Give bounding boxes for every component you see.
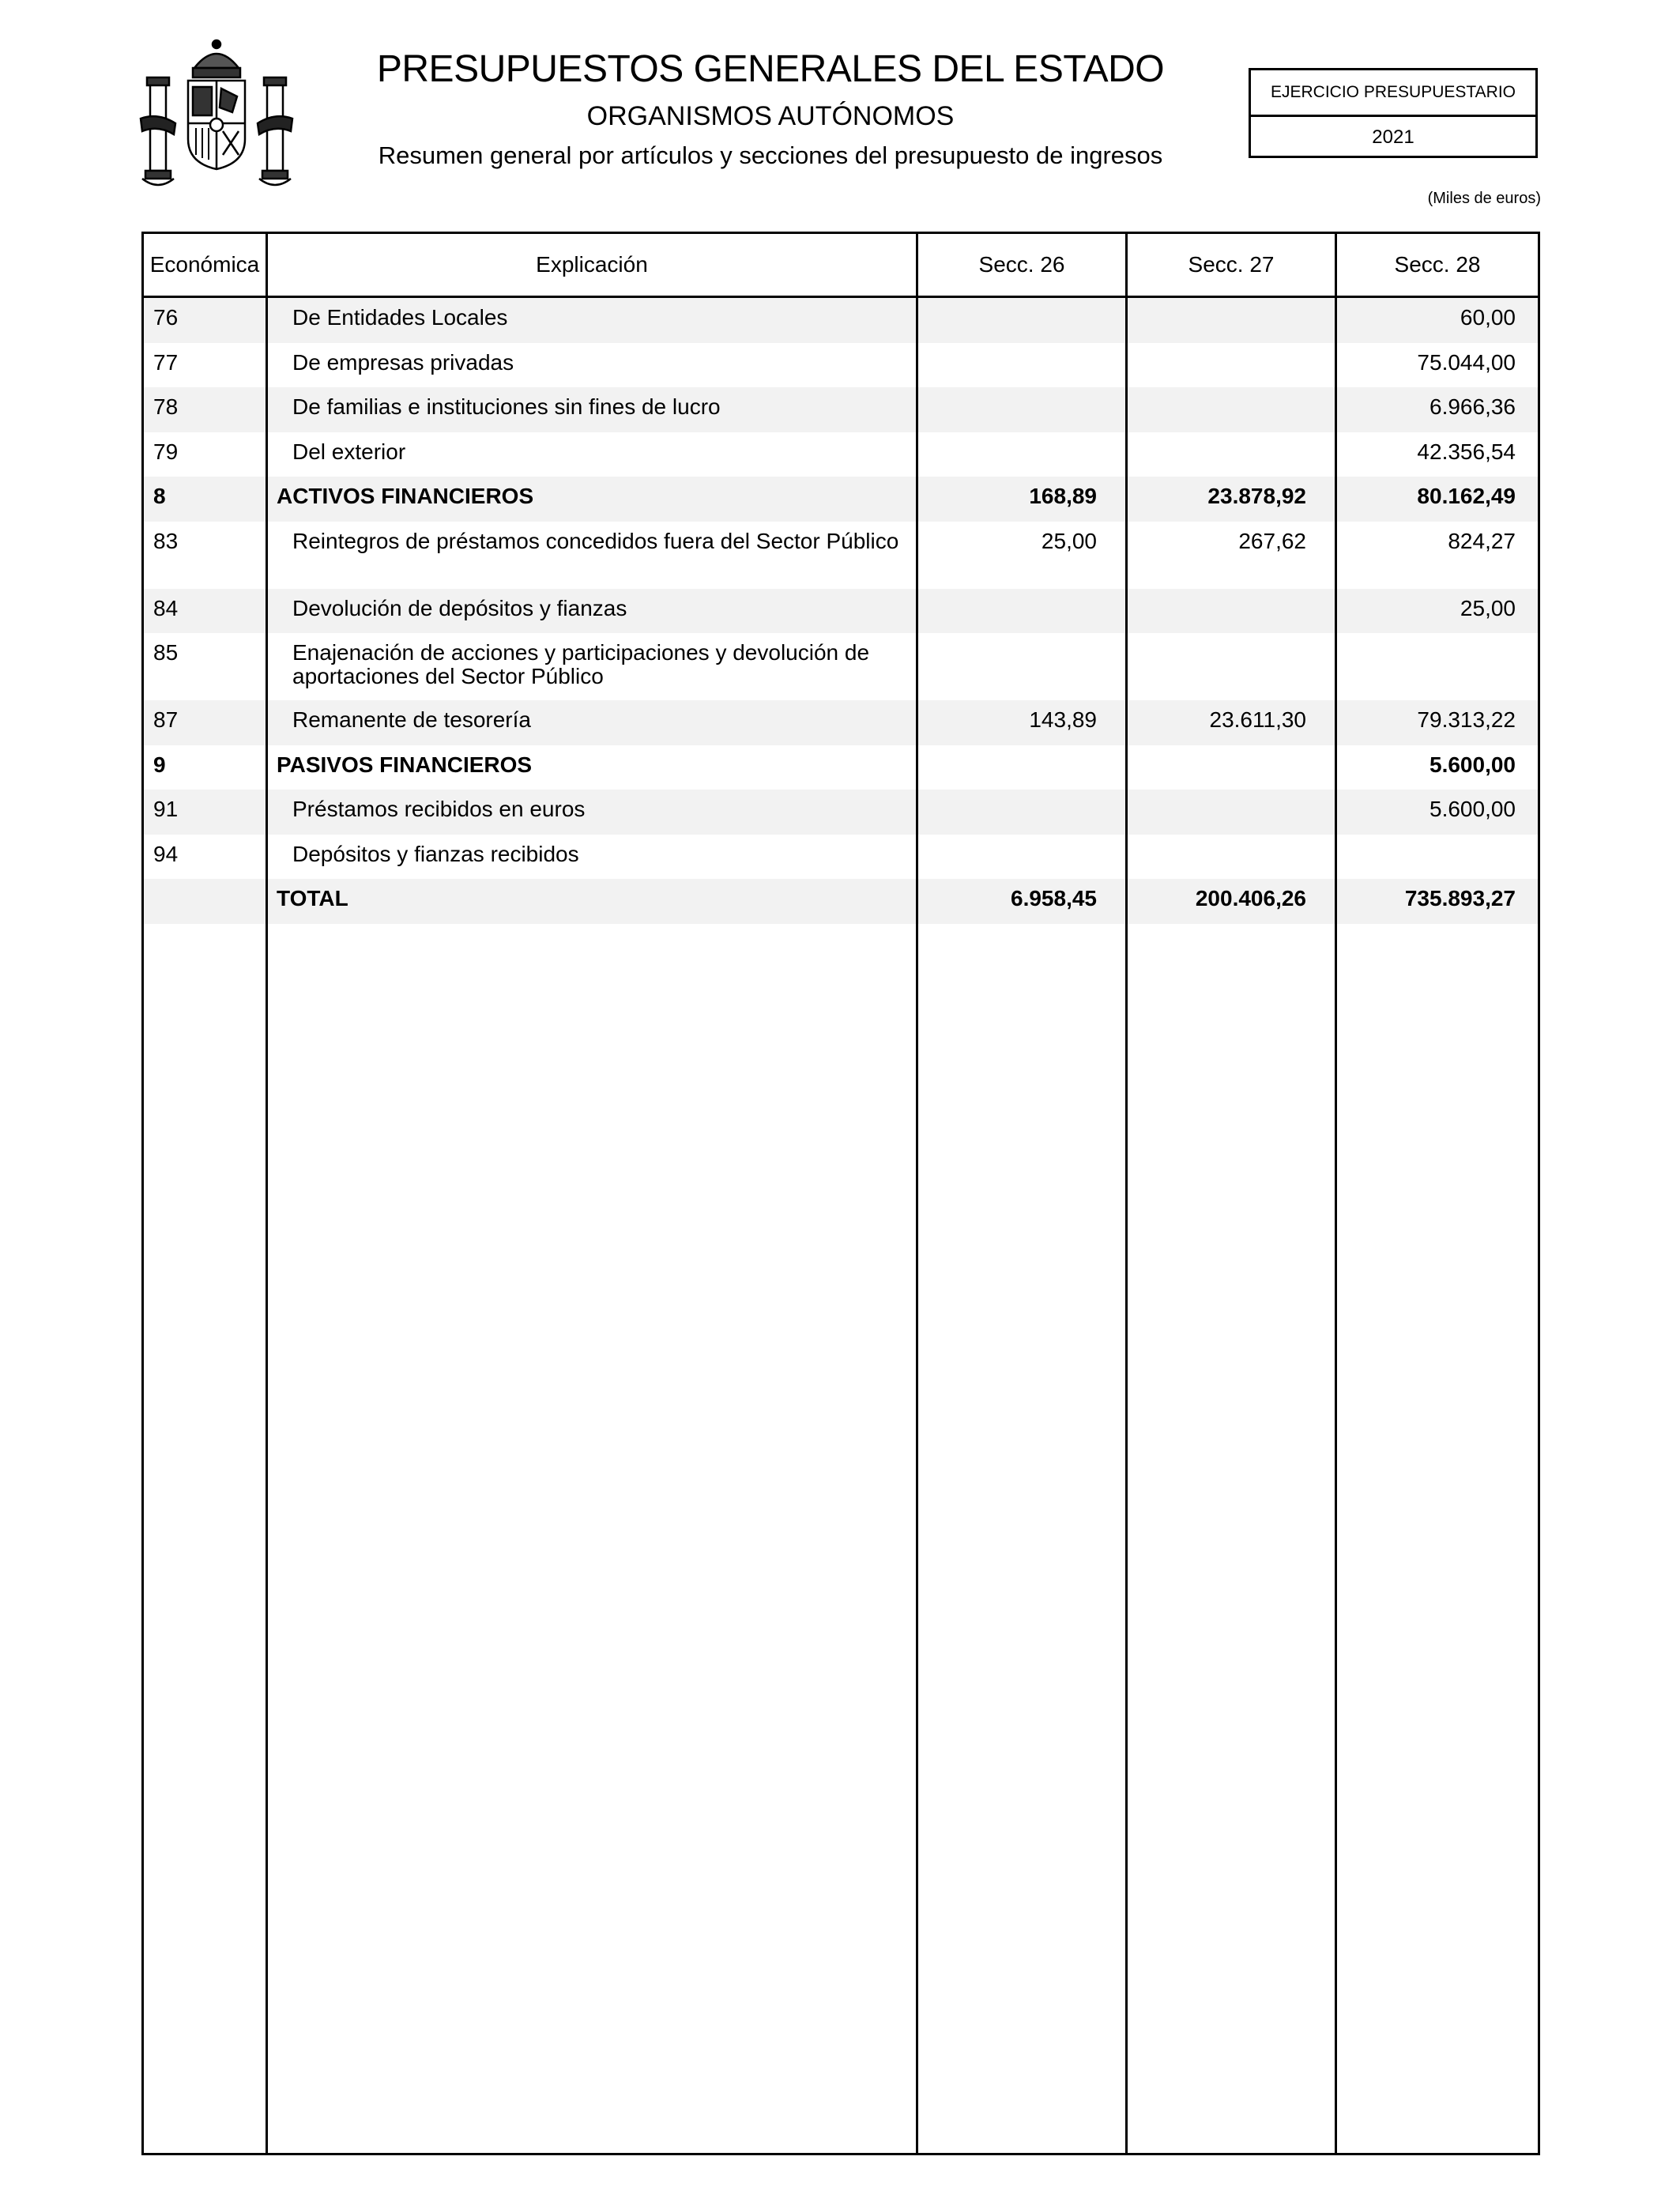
ejercicio-label: EJERCICIO PRESUPUESTARIO: [1251, 70, 1535, 117]
page-title: PRESUPUESTOS GENERALES DEL ESTADO: [376, 48, 1165, 90]
cell-explicacion: De empresas privadas: [292, 349, 514, 375]
cell-secc-28: 60,00: [1460, 305, 1516, 330]
budget-table: [141, 232, 1540, 2155]
cell-secc-28: 79.313,22: [1417, 707, 1516, 732]
cell-secc-28: 824,27: [1448, 528, 1516, 553]
cell-secc-28: 25,00: [1460, 595, 1516, 620]
cell-explicacion: Remanente de tesorería: [292, 707, 531, 732]
column-header-secc-26: Secc. 26: [978, 252, 1065, 277]
table-row: [144, 879, 1538, 924]
cell-secc-28: 6.966,36: [1430, 394, 1516, 419]
table-row: [144, 790, 1538, 835]
table-row: [144, 298, 1538, 343]
cell-economica: 85: [153, 640, 179, 665]
cell-economica: 8: [153, 484, 166, 508]
cell-economica: 94: [153, 841, 179, 866]
cell-economica: 91: [153, 797, 179, 821]
ejercicio-box: [1249, 68, 1538, 158]
column-header-economica: Económica: [149, 252, 260, 277]
cell-economica: 83: [153, 528, 179, 553]
cell-economica: 78: [153, 394, 179, 419]
cell-economica: 84: [153, 595, 179, 620]
cell-explicacion: Préstamos recibidos en euros: [292, 797, 586, 821]
cell-explicacion: Devolución de depósitos y fianzas: [292, 595, 627, 620]
cell-secc-28: 5.600,00: [1430, 752, 1516, 777]
column-header-secc-27: Secc. 27: [1188, 252, 1275, 277]
table-row: [144, 835, 1538, 880]
cell-secc-27: 200.406,26: [1195, 886, 1306, 910]
table-row: [144, 745, 1538, 790]
table-row: [144, 589, 1538, 634]
cell-explicacion: ACTIVOS FINANCIEROS: [277, 484, 534, 508]
cell-secc-28: 5.600,00: [1430, 797, 1516, 821]
cell-secc-28: 42.356,54: [1417, 439, 1516, 464]
cell-secc-28: 75.044,00: [1417, 349, 1516, 375]
cell-secc-26: 6.958,45: [1011, 886, 1097, 910]
cell-explicacion: De Entidades Locales: [292, 305, 508, 330]
column-divider: [1335, 234, 1337, 2153]
table-row: [144, 387, 1538, 432]
column-divider: [916, 234, 918, 2153]
cell-explicacion: TOTAL: [277, 886, 348, 910]
cell-explicacion: Depósitos y fianzas recibidos: [292, 841, 579, 866]
units-note: (Miles de euros): [1427, 190, 1541, 207]
cell-explicacion: Reintegros de préstamos concedidos fuera del Sector Público: [292, 528, 899, 553]
coat-of-arms-logo: [139, 36, 294, 194]
table-row: [144, 522, 1538, 589]
table-header: [144, 234, 1538, 298]
table-row: [144, 477, 1538, 522]
column-divider: [266, 234, 268, 2153]
table-body: [144, 298, 1538, 924]
cell-secc-26: 168,89: [1029, 484, 1097, 508]
cell-secc-27: 267,62: [1238, 528, 1306, 553]
column-divider: [1125, 234, 1128, 2153]
cell-secc-28: 735.893,27: [1404, 886, 1516, 910]
cell-secc-28: 80.162,49: [1417, 484, 1516, 508]
cell-explicacion: Enajenación de acciones y participaciones y devolución de aportaciones del Sector Público: [292, 640, 870, 688]
cell-explicacion: PASIVOS FINANCIEROS: [277, 752, 533, 777]
cell-economica: 9: [153, 752, 166, 777]
cell-economica: 76: [153, 305, 179, 330]
column-header-explicacion: Explicación: [536, 252, 648, 277]
cell-economica: 87: [153, 707, 179, 732]
cell-economica: 79: [153, 439, 179, 464]
table-row: [144, 343, 1538, 388]
page-description: Resumen general por artículos y secciones del presupuesto de ingresos: [378, 141, 1163, 169]
column-header-secc-28: Secc. 28: [1394, 252, 1481, 277]
cell-economica: 77: [153, 349, 179, 375]
cell-secc-27: 23.611,30: [1209, 707, 1306, 732]
cell-secc-27: 23.878,92: [1207, 484, 1306, 508]
table-row: [144, 432, 1538, 477]
table-row: [144, 633, 1538, 700]
cell-secc-26: 143,89: [1029, 707, 1097, 732]
cell-explicacion: De familias e instituciones sin fines de lucro: [292, 394, 721, 419]
header: [316, 46, 1225, 174]
page-subtitle: ORGANISMOS AUTÓNOMOS: [586, 101, 955, 131]
cell-secc-26: 25,00: [1041, 528, 1097, 553]
cell-explicacion: Del exterior: [292, 439, 406, 464]
table-row: [144, 700, 1538, 745]
ejercicio-year: 2021: [1372, 126, 1414, 148]
